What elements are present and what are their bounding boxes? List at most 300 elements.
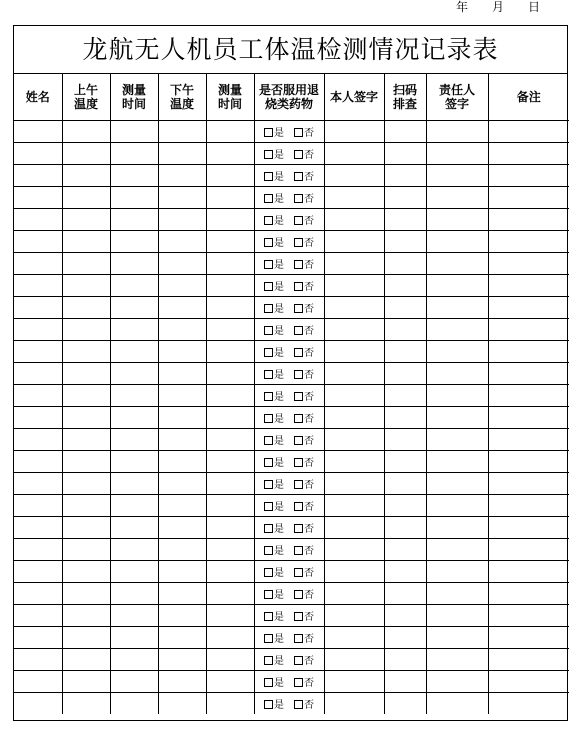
pm-temp-cell[interactable] [158, 341, 206, 363]
no-checkbox[interactable] [294, 568, 303, 577]
name-cell[interactable] [14, 231, 62, 253]
pm-temp-cell[interactable] [158, 121, 206, 143]
name-cell[interactable] [14, 407, 62, 429]
no-checkbox[interactable] [294, 128, 303, 137]
am-temp-cell[interactable] [62, 605, 110, 627]
pm-time-cell[interactable] [206, 121, 254, 143]
yes-checkbox[interactable] [264, 700, 273, 709]
scan-check-cell[interactable] [384, 363, 426, 385]
yes-checkbox[interactable] [264, 458, 273, 467]
responsible-sign-cell[interactable] [426, 209, 488, 231]
responsible-sign-cell[interactable] [426, 121, 488, 143]
remarks-cell[interactable] [488, 385, 569, 407]
scan-check-cell[interactable] [384, 121, 426, 143]
am-time-cell[interactable] [110, 341, 158, 363]
pm-temp-cell[interactable] [158, 253, 206, 275]
am-temp-cell[interactable] [62, 583, 110, 605]
pm-time-cell[interactable] [206, 341, 254, 363]
yes-checkbox[interactable] [264, 282, 273, 291]
pm-time-cell[interactable] [206, 473, 254, 495]
self-sign-cell[interactable] [324, 187, 384, 209]
remarks-cell[interactable] [488, 583, 569, 605]
am-temp-cell[interactable] [62, 275, 110, 297]
am-time-cell[interactable] [110, 561, 158, 583]
name-cell[interactable] [14, 187, 62, 209]
am-time-cell[interactable] [110, 605, 158, 627]
am-time-cell[interactable] [110, 363, 158, 385]
self-sign-cell[interactable] [324, 671, 384, 693]
remarks-cell[interactable] [488, 341, 569, 363]
self-sign-cell[interactable] [324, 363, 384, 385]
remarks-cell[interactable] [488, 693, 569, 715]
pm-temp-cell[interactable] [158, 693, 206, 715]
pm-time-cell[interactable] [206, 539, 254, 561]
name-cell[interactable] [14, 363, 62, 385]
am-temp-cell[interactable] [62, 495, 110, 517]
self-sign-cell[interactable] [324, 209, 384, 231]
remarks-cell[interactable] [488, 363, 569, 385]
yes-checkbox[interactable] [264, 678, 273, 687]
responsible-sign-cell[interactable] [426, 627, 488, 649]
yes-checkbox[interactable] [264, 656, 273, 665]
pm-temp-cell[interactable] [158, 407, 206, 429]
scan-check-cell[interactable] [384, 627, 426, 649]
pm-time-cell[interactable] [206, 605, 254, 627]
scan-check-cell[interactable] [384, 231, 426, 253]
yes-checkbox[interactable] [264, 238, 273, 247]
pm-temp-cell[interactable] [158, 275, 206, 297]
no-checkbox[interactable] [294, 348, 303, 357]
yes-checkbox[interactable] [264, 216, 273, 225]
yes-checkbox[interactable] [264, 546, 273, 555]
name-cell[interactable] [14, 451, 62, 473]
scan-check-cell[interactable] [384, 495, 426, 517]
pm-temp-cell[interactable] [158, 473, 206, 495]
am-time-cell[interactable] [110, 253, 158, 275]
am-temp-cell[interactable] [62, 187, 110, 209]
am-temp-cell[interactable] [62, 319, 110, 341]
pm-temp-cell[interactable] [158, 539, 206, 561]
responsible-sign-cell[interactable] [426, 451, 488, 473]
scan-check-cell[interactable] [384, 693, 426, 715]
scan-check-cell[interactable] [384, 561, 426, 583]
name-cell[interactable] [14, 297, 62, 319]
no-checkbox[interactable] [294, 436, 303, 445]
responsible-sign-cell[interactable] [426, 253, 488, 275]
pm-time-cell[interactable] [206, 253, 254, 275]
scan-check-cell[interactable] [384, 253, 426, 275]
self-sign-cell[interactable] [324, 429, 384, 451]
remarks-cell[interactable] [488, 451, 569, 473]
remarks-cell[interactable] [488, 429, 569, 451]
remarks-cell[interactable] [488, 649, 569, 671]
responsible-sign-cell[interactable] [426, 275, 488, 297]
yes-checkbox[interactable] [264, 326, 273, 335]
name-cell[interactable] [14, 627, 62, 649]
remarks-cell[interactable] [488, 165, 569, 187]
am-time-cell[interactable] [110, 319, 158, 341]
pm-temp-cell[interactable] [158, 187, 206, 209]
pm-temp-cell[interactable] [158, 385, 206, 407]
self-sign-cell[interactable] [324, 121, 384, 143]
scan-check-cell[interactable] [384, 649, 426, 671]
am-time-cell[interactable] [110, 649, 158, 671]
am-temp-cell[interactable] [62, 297, 110, 319]
self-sign-cell[interactable] [324, 627, 384, 649]
name-cell[interactable] [14, 429, 62, 451]
am-temp-cell[interactable] [62, 363, 110, 385]
self-sign-cell[interactable] [324, 693, 384, 715]
pm-temp-cell[interactable] [158, 561, 206, 583]
no-checkbox[interactable] [294, 524, 303, 533]
no-checkbox[interactable] [294, 392, 303, 401]
pm-temp-cell[interactable] [158, 451, 206, 473]
no-checkbox[interactable] [294, 194, 303, 203]
name-cell[interactable] [14, 165, 62, 187]
scan-check-cell[interactable] [384, 385, 426, 407]
name-cell[interactable] [14, 539, 62, 561]
responsible-sign-cell[interactable] [426, 143, 488, 165]
am-temp-cell[interactable] [62, 385, 110, 407]
self-sign-cell[interactable] [324, 561, 384, 583]
am-temp-cell[interactable] [62, 539, 110, 561]
remarks-cell[interactable] [488, 319, 569, 341]
no-checkbox[interactable] [294, 260, 303, 269]
scan-check-cell[interactable] [384, 165, 426, 187]
remarks-cell[interactable] [488, 627, 569, 649]
pm-time-cell[interactable] [206, 187, 254, 209]
am-time-cell[interactable] [110, 671, 158, 693]
yes-label: 是 [274, 656, 284, 667]
self-sign-cell[interactable] [324, 451, 384, 473]
remarks-cell[interactable] [488, 121, 569, 143]
responsible-sign-cell[interactable] [426, 319, 488, 341]
am-time-cell[interactable] [110, 275, 158, 297]
am-temp-cell[interactable] [62, 451, 110, 473]
pm-temp-cell[interactable] [158, 297, 206, 319]
name-cell[interactable] [14, 671, 62, 693]
remarks-cell[interactable] [488, 671, 569, 693]
pm-temp-cell[interactable] [158, 231, 206, 253]
am-time-cell[interactable] [110, 429, 158, 451]
scan-check-cell[interactable] [384, 429, 426, 451]
pm-temp-cell[interactable] [158, 627, 206, 649]
name-cell[interactable] [14, 253, 62, 275]
name-cell[interactable] [14, 385, 62, 407]
pm-temp-cell[interactable] [158, 363, 206, 385]
pm-time-cell[interactable] [206, 671, 254, 693]
pm-time-cell[interactable] [206, 209, 254, 231]
yes-checkbox[interactable] [264, 194, 273, 203]
yes-checkbox[interactable] [264, 348, 273, 357]
self-sign-cell[interactable] [324, 605, 384, 627]
yes-checkbox[interactable] [264, 414, 273, 423]
name-cell[interactable] [14, 517, 62, 539]
responsible-sign-cell[interactable] [426, 605, 488, 627]
scan-check-cell[interactable] [384, 407, 426, 429]
self-sign-cell[interactable] [324, 231, 384, 253]
pm-time-cell[interactable] [206, 231, 254, 253]
pm-time-cell[interactable] [206, 517, 254, 539]
no-checkbox[interactable] [294, 546, 303, 555]
self-sign-cell[interactable] [324, 407, 384, 429]
yes-checkbox[interactable] [264, 634, 273, 643]
remarks-cell[interactable] [488, 231, 569, 253]
responsible-sign-cell[interactable] [426, 297, 488, 319]
no-checkbox[interactable] [294, 238, 303, 247]
am-time-cell[interactable] [110, 495, 158, 517]
responsible-sign-cell[interactable] [426, 231, 488, 253]
yes-checkbox[interactable] [264, 150, 273, 159]
no-checkbox[interactable] [294, 172, 303, 181]
no-checkbox[interactable] [294, 304, 303, 313]
pm-temp-cell[interactable] [158, 605, 206, 627]
pm-time-cell[interactable] [206, 583, 254, 605]
self-sign-cell[interactable] [324, 385, 384, 407]
name-cell[interactable] [14, 693, 62, 715]
responsible-sign-cell[interactable] [426, 495, 488, 517]
yes-checkbox[interactable] [264, 370, 273, 379]
responsible-sign-cell[interactable] [426, 385, 488, 407]
responsible-sign-cell[interactable] [426, 539, 488, 561]
pm-temp-cell[interactable] [158, 143, 206, 165]
remarks-cell[interactable] [488, 473, 569, 495]
am-time-cell[interactable] [110, 297, 158, 319]
am-temp-cell[interactable] [62, 671, 110, 693]
pm-temp-cell[interactable] [158, 495, 206, 517]
scan-check-cell[interactable] [384, 583, 426, 605]
no-checkbox[interactable] [294, 502, 303, 511]
scan-check-cell[interactable] [384, 517, 426, 539]
self-sign-cell[interactable] [324, 341, 384, 363]
self-sign-cell[interactable] [324, 583, 384, 605]
scan-check-cell[interactable] [384, 341, 426, 363]
no-checkbox[interactable] [294, 590, 303, 599]
am-temp-cell[interactable] [62, 473, 110, 495]
pm-time-cell[interactable] [206, 407, 254, 429]
self-sign-cell[interactable] [324, 539, 384, 561]
am-temp-cell[interactable] [62, 231, 110, 253]
am-time-cell[interactable] [110, 121, 158, 143]
am-time-cell[interactable] [110, 385, 158, 407]
no-checkbox[interactable] [294, 414, 303, 423]
am-temp-cell[interactable] [62, 561, 110, 583]
am-time-cell[interactable] [110, 539, 158, 561]
am-time-cell[interactable] [110, 583, 158, 605]
no-checkbox[interactable] [294, 678, 303, 687]
scan-check-cell[interactable] [384, 187, 426, 209]
no-checkbox[interactable] [294, 480, 303, 489]
name-cell[interactable] [14, 649, 62, 671]
am-time-cell[interactable] [110, 209, 158, 231]
no-checkbox[interactable] [294, 458, 303, 467]
am-time-cell[interactable] [110, 165, 158, 187]
pm-time-cell[interactable] [206, 429, 254, 451]
pm-time-cell[interactable] [206, 561, 254, 583]
remarks-cell[interactable] [488, 605, 569, 627]
scan-check-cell[interactable] [384, 671, 426, 693]
am-temp-cell[interactable] [62, 165, 110, 187]
scan-check-cell[interactable] [384, 297, 426, 319]
yes-checkbox[interactable] [264, 524, 273, 533]
responsible-sign-cell[interactable] [426, 649, 488, 671]
self-sign-cell[interactable] [324, 165, 384, 187]
am-time-cell[interactable] [110, 187, 158, 209]
responsible-sign-cell[interactable] [426, 363, 488, 385]
yes-checkbox[interactable] [264, 480, 273, 489]
scan-check-cell[interactable] [384, 473, 426, 495]
am-time-cell[interactable] [110, 231, 158, 253]
yes-checkbox[interactable] [264, 590, 273, 599]
responsible-sign-cell[interactable] [426, 429, 488, 451]
responsible-sign-cell[interactable] [426, 407, 488, 429]
scan-check-cell[interactable] [384, 275, 426, 297]
am-temp-cell[interactable] [62, 429, 110, 451]
yes-checkbox[interactable] [264, 260, 273, 269]
responsible-sign-cell[interactable] [426, 165, 488, 187]
self-sign-cell[interactable] [324, 473, 384, 495]
scan-check-cell[interactable] [384, 209, 426, 231]
pm-temp-cell[interactable] [158, 319, 206, 341]
no-checkbox[interactable] [294, 700, 303, 709]
remarks-cell[interactable] [488, 253, 569, 275]
am-temp-cell[interactable] [62, 649, 110, 671]
yes-checkbox[interactable] [264, 502, 273, 511]
am-temp-cell[interactable] [62, 209, 110, 231]
no-checkbox[interactable] [294, 326, 303, 335]
pm-time-cell[interactable] [206, 143, 254, 165]
no-checkbox[interactable] [294, 150, 303, 159]
am-time-cell[interactable] [110, 627, 158, 649]
pm-temp-cell[interactable] [158, 429, 206, 451]
responsible-sign-cell[interactable] [426, 693, 488, 715]
name-cell[interactable] [14, 605, 62, 627]
no-checkbox[interactable] [294, 634, 303, 643]
responsible-sign-cell[interactable] [426, 583, 488, 605]
am-temp-cell[interactable] [62, 517, 110, 539]
am-time-cell[interactable] [110, 517, 158, 539]
scan-check-cell[interactable] [384, 451, 426, 473]
no-checkbox[interactable] [294, 282, 303, 291]
name-cell[interactable] [14, 319, 62, 341]
pm-time-cell[interactable] [206, 495, 254, 517]
pm-temp-cell[interactable] [158, 583, 206, 605]
scan-check-cell[interactable] [384, 539, 426, 561]
am-temp-cell[interactable] [62, 121, 110, 143]
yes-label: 是 [274, 348, 284, 359]
no-checkbox[interactable] [294, 370, 303, 379]
self-sign-cell[interactable] [324, 275, 384, 297]
responsible-sign-cell[interactable] [426, 561, 488, 583]
yes-label: 是 [274, 260, 284, 271]
no-checkbox[interactable] [294, 656, 303, 665]
remarks-cell[interactable] [488, 187, 569, 209]
am-time-cell[interactable] [110, 693, 158, 715]
self-sign-cell[interactable] [324, 297, 384, 319]
self-sign-cell[interactable] [324, 143, 384, 165]
no-checkbox[interactable] [294, 216, 303, 225]
name-cell[interactable] [14, 143, 62, 165]
remarks-cell[interactable] [488, 297, 569, 319]
pm-temp-cell[interactable] [158, 671, 206, 693]
yes-checkbox[interactable] [264, 128, 273, 137]
am-time-cell[interactable] [110, 407, 158, 429]
pm-time-cell[interactable] [206, 693, 254, 715]
pm-time-cell[interactable] [206, 363, 254, 385]
pm-temp-cell[interactable] [158, 649, 206, 671]
remarks-cell[interactable] [488, 495, 569, 517]
pm-time-cell[interactable] [206, 385, 254, 407]
remarks-cell[interactable] [488, 275, 569, 297]
remarks-cell[interactable] [488, 143, 569, 165]
name-cell[interactable] [14, 473, 62, 495]
pm-temp-cell[interactable] [158, 517, 206, 539]
self-sign-cell[interactable] [324, 517, 384, 539]
name-cell[interactable] [14, 341, 62, 363]
am-temp-cell[interactable] [62, 341, 110, 363]
responsible-sign-cell[interactable] [426, 341, 488, 363]
scan-check-cell[interactable] [384, 605, 426, 627]
self-sign-cell[interactable] [324, 319, 384, 341]
am-temp-cell[interactable] [62, 407, 110, 429]
scan-check-cell[interactable] [384, 143, 426, 165]
pm-time-cell[interactable] [206, 649, 254, 671]
responsible-sign-cell[interactable] [426, 517, 488, 539]
remarks-cell[interactable] [488, 561, 569, 583]
responsible-sign-cell[interactable] [426, 671, 488, 693]
am-time-cell[interactable] [110, 143, 158, 165]
pm-time-cell[interactable] [206, 165, 254, 187]
self-sign-cell[interactable] [324, 253, 384, 275]
am-temp-cell[interactable] [62, 253, 110, 275]
name-cell[interactable] [14, 561, 62, 583]
am-time-cell[interactable] [110, 473, 158, 495]
pm-time-cell[interactable] [206, 275, 254, 297]
am-temp-cell[interactable] [62, 143, 110, 165]
yes-checkbox[interactable] [264, 392, 273, 401]
pm-temp-cell[interactable] [158, 165, 206, 187]
pm-time-cell[interactable] [206, 627, 254, 649]
pm-time-cell[interactable] [206, 297, 254, 319]
name-cell[interactable] [14, 275, 62, 297]
pm-time-cell[interactable] [206, 451, 254, 473]
pm-temp-cell[interactable] [158, 209, 206, 231]
am-temp-cell[interactable] [62, 627, 110, 649]
yes-checkbox[interactable] [264, 172, 273, 181]
name-cell[interactable] [14, 121, 62, 143]
self-sign-cell[interactable] [324, 649, 384, 671]
pm-time-cell[interactable] [206, 319, 254, 341]
scan-check-cell[interactable] [384, 319, 426, 341]
remarks-cell[interactable] [488, 407, 569, 429]
yes-checkbox[interactable] [264, 568, 273, 577]
name-cell[interactable] [14, 583, 62, 605]
name-cell[interactable] [14, 209, 62, 231]
yes-checkbox[interactable] [264, 304, 273, 313]
responsible-sign-cell[interactable] [426, 473, 488, 495]
self-sign-cell[interactable] [324, 495, 384, 517]
am-temp-cell[interactable] [62, 693, 110, 715]
remarks-cell[interactable] [488, 539, 569, 561]
am-time-cell[interactable] [110, 451, 158, 473]
remarks-cell[interactable] [488, 517, 569, 539]
no-checkbox[interactable] [294, 612, 303, 621]
yes-checkbox[interactable] [264, 436, 273, 445]
name-cell[interactable] [14, 495, 62, 517]
remarks-cell[interactable] [488, 209, 569, 231]
responsible-sign-cell[interactable] [426, 187, 488, 209]
yes-checkbox[interactable] [264, 612, 273, 621]
